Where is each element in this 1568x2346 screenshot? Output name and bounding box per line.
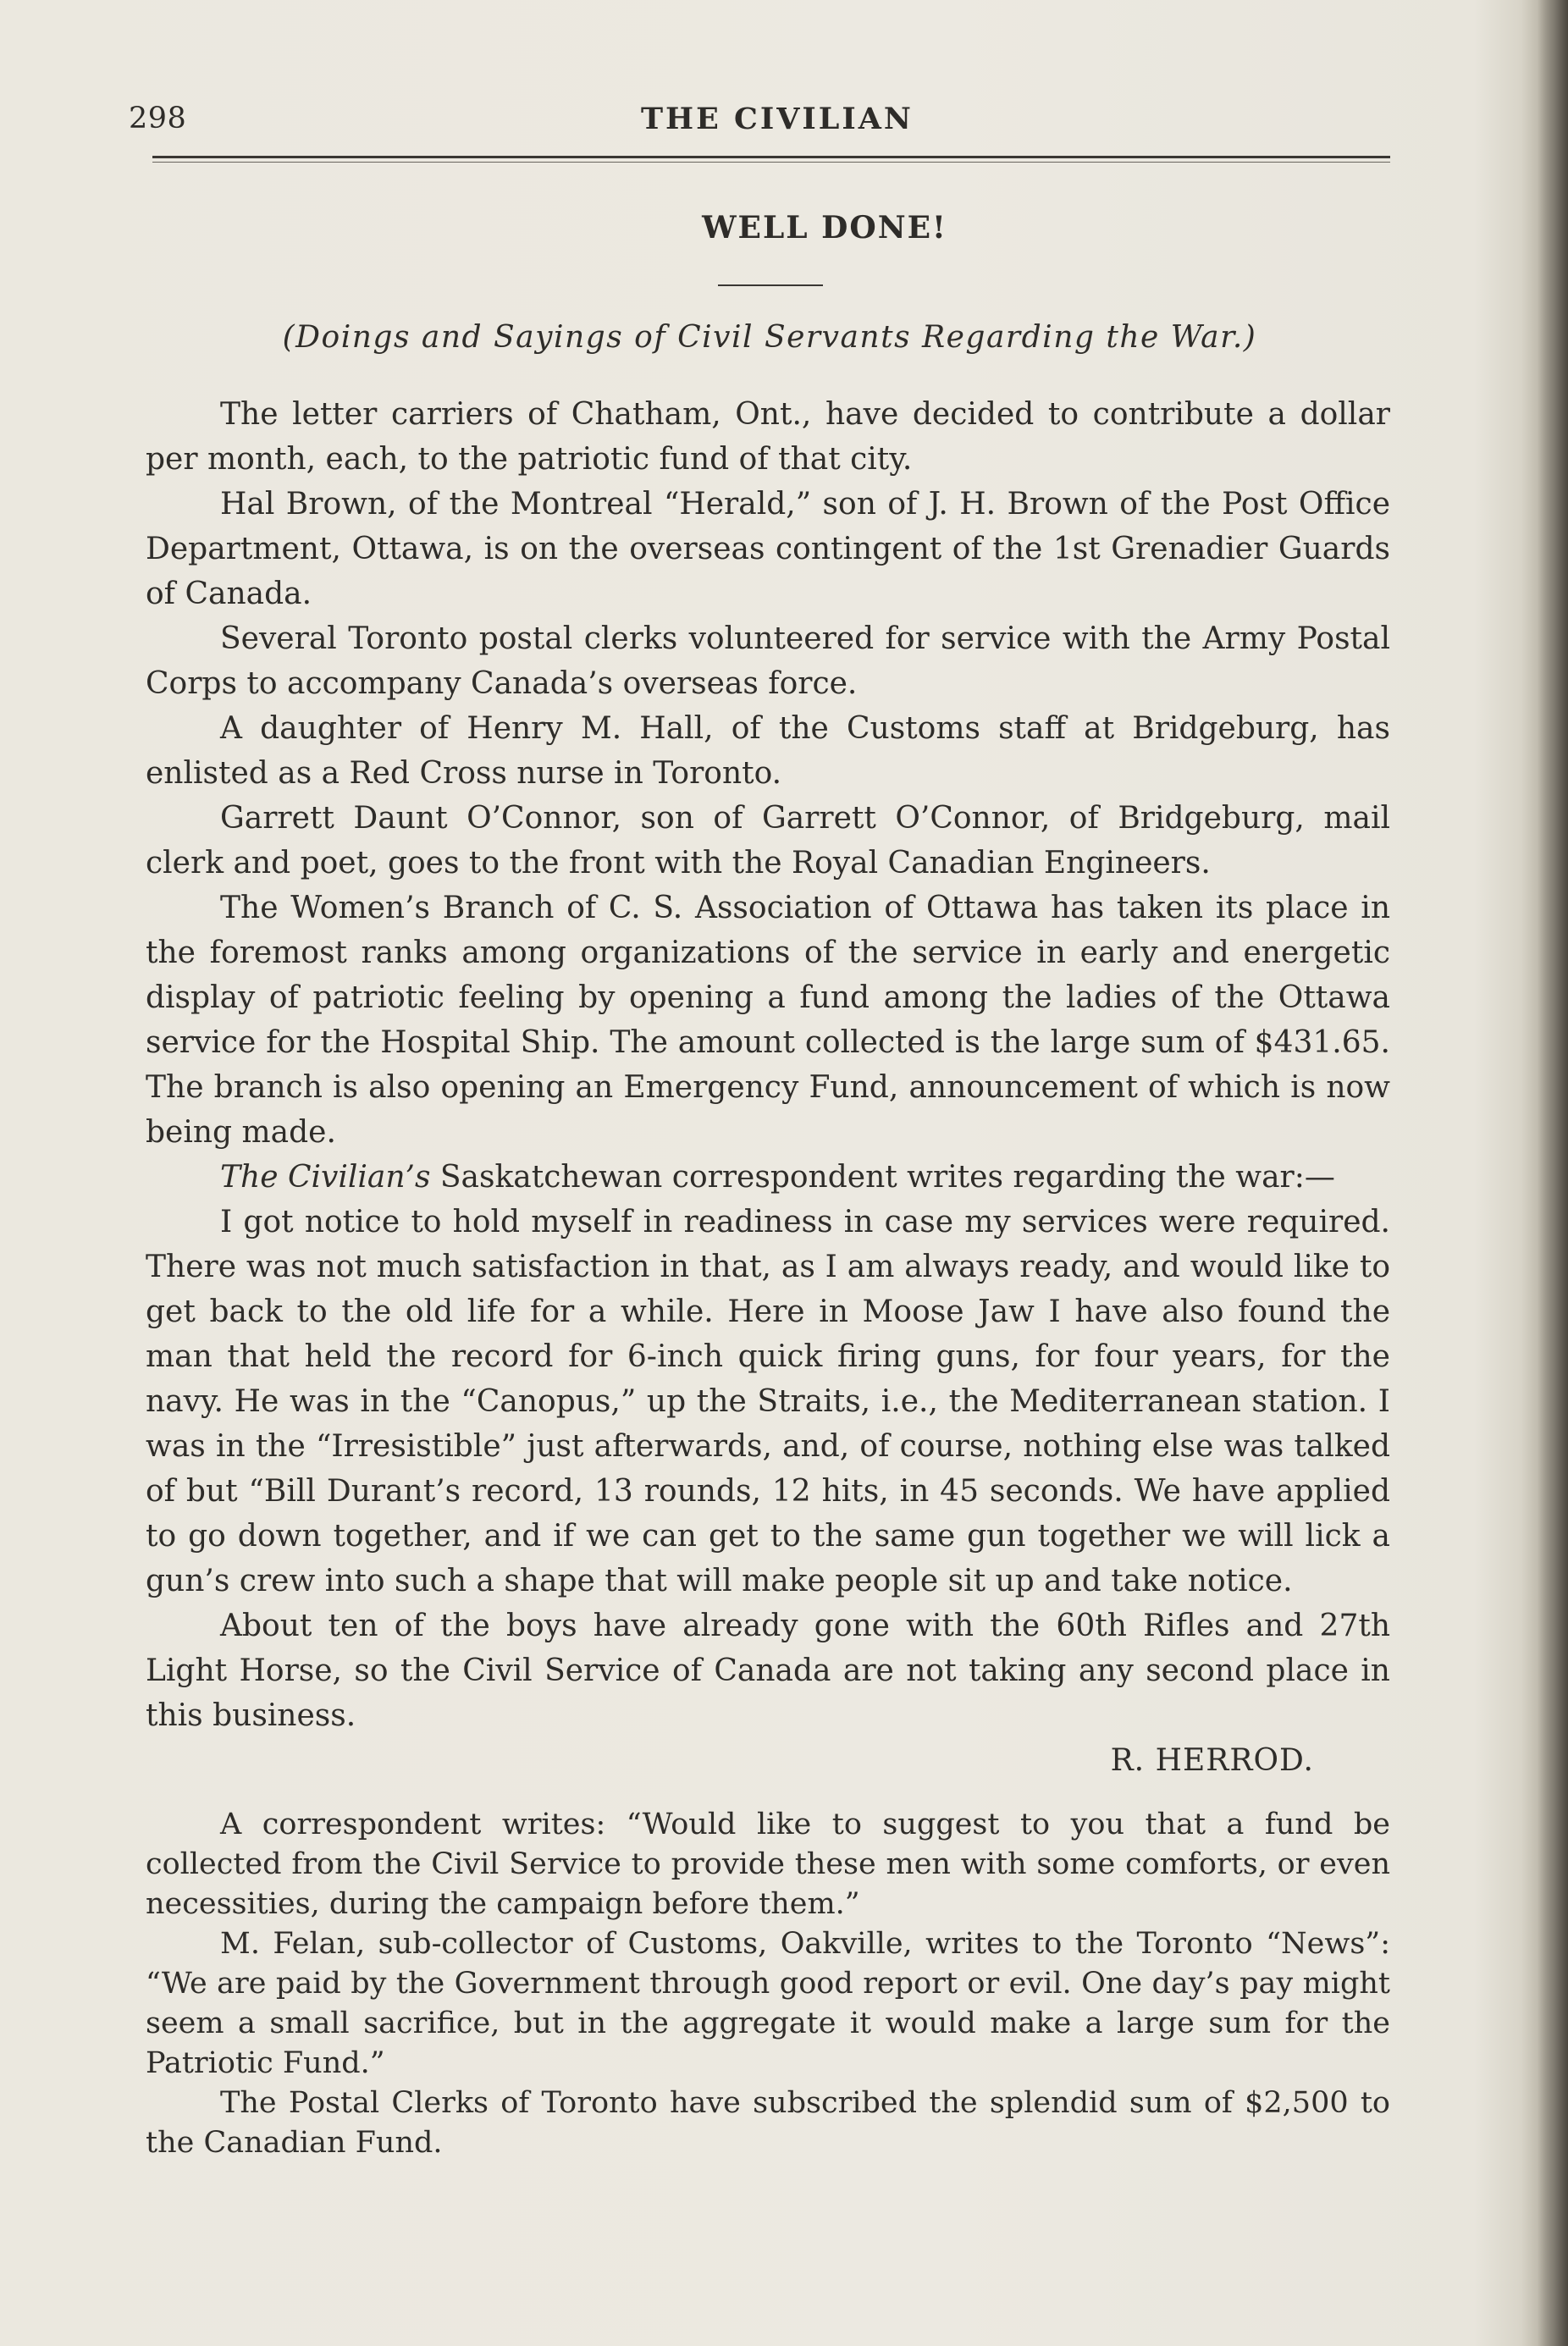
header-rule <box>152 156 1390 158</box>
book-spine-shadow <box>1538 0 1568 2346</box>
paragraph: A daughter of Henry M. Hall, of the Customs staff at Bridgeburg, has enlisted as a Red Cross nurse in Toronto. <box>146 711 1390 791</box>
section-gap <box>146 1783 1390 1805</box>
title-divider <box>718 284 823 286</box>
correspondent-intro-text: Saskatchewan correspondent writes regarding the war:— <box>430 1160 1335 1195</box>
article-body <box>146 392 1390 2163</box>
page-header <box>129 102 1390 144</box>
correspondent-intro <box>146 1155 1390 1200</box>
letter-paragraph: About ten of the boys have already gone with the 60th Rifles and 27th Light Horse, so the Civil Service of Canada are not taking any second place in this business. <box>146 1609 1390 1733</box>
closing-paragraph: The Postal Clerks of Toronto have subscribed the splendid sum of $2,500 to the Canadian Fund. <box>146 2086 1390 2160</box>
running-title: THE CIVILIAN <box>641 102 914 136</box>
paragraph: Hal Brown, of the Montreal “Herald,” son of J. H. Brown of the Post Office Department, Ottawa, is on the overseas contingent of the 1st Grenadier Guards of Canada. <box>146 487 1390 611</box>
closing-paragraph: M. Felan, sub-collector of Customs, Oakville, writes to the Toronto “News”: “We are paid by the Government through good report or evil. One day’s pay might seem a small sacrifice, but in the aggregate it would make a large sum for the Patriotic Fund.” <box>146 1927 1390 2080</box>
paragraph: Garrett Daunt O’Connor, son of Garrett O’Connor, of Bridgeburg, mail clerk and poet, goes to the front with the Royal Canadian Engineers. <box>146 801 1390 880</box>
letter-paragraph: I got notice to hold myself in readiness in case my services were required. There was not much satisfaction in that, as I am always ready, and would like to get back to the old life for a while. Here in Moose Jaw I have also found the man that held the record for 6-inch quick firing guns, for four years, for the navy. He was in the “Canopus,” up the Straits, i.e., the Mediterranean station. I was in the “Irresistible” just afterwards, and, of course, nothing else was talked of but “Bill Durant’s record, 13 rounds, 12 hits, in 45 seconds. We have applied to go down together, and if we can get to the same gun together we will lick a gun’s crew into such a shape that will make people sit up and take notice. <box>146 1205 1390 1598</box>
page-number: 298 <box>129 102 187 135</box>
paragraph: The Women’s Branch of C. S. Association of Ottawa has taken its place in the foremost ranks among organizations of the service in early and energetic display of patriotic feeling by opening a fund among the ladies of the Ottawa service for the Hospital Ship. The amount collected is the large sum of $431.65. The branch is also opening an Emergency Fund, announcement of which is now being made. <box>146 891 1390 1150</box>
paragraph: The letter carriers of Chatham, Ont., have decided to contribute a dollar per month, each, to the patriotic fund of that city. <box>146 397 1390 477</box>
closing-section <box>146 1805 1390 2163</box>
article-title: WELL DONE! <box>702 210 947 246</box>
paragraph: Several Toronto postal clerks volunteered for service with the Army Postal Corps to accompany Canada’s overseas force. <box>146 621 1390 701</box>
article-subtitle: (Doings and Sayings of Civil Servants Regarding the War.) <box>282 320 1257 355</box>
publication-name: The Civilian’s <box>220 1160 431 1195</box>
header-rule-thin <box>152 162 1390 163</box>
closing-paragraph: A correspondent writes: “Would like to suggest to you that a fund be collected from the Civil Service to provide these men with some comforts, or even necessities, during the campaign before them.” <box>146 1808 1390 1921</box>
signature: R. HERROD. <box>1110 1743 1314 1778</box>
